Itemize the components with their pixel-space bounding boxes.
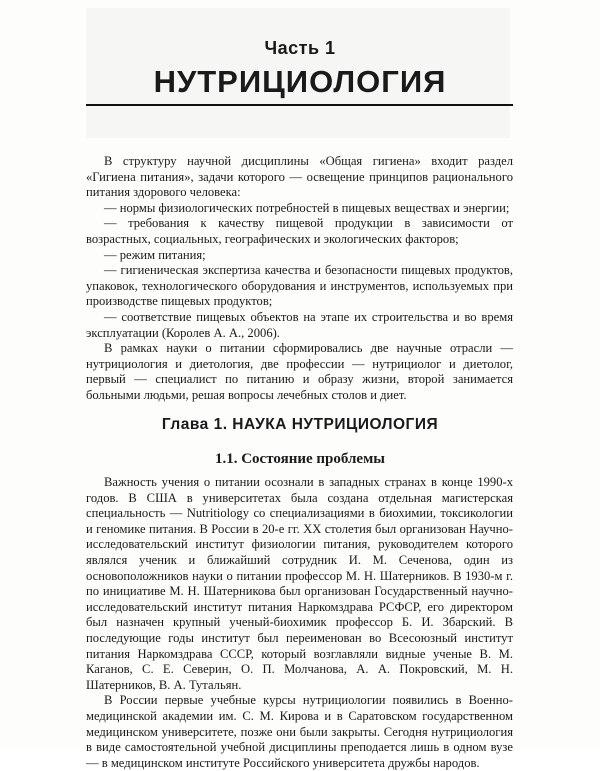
body-paragraph: В России первые учебные курсы нутрициологии появились в Военно-медицинской академии им. С. М. Кирова и в Саратовском государственном медицинском университете, позже они были закрыты. Сегодня нутрициология в виде самостоятельной учебной дисциплины преподается лишь в одном вузе — в медицинском институте Российского университета дружбы народов. (86, 693, 513, 770)
part-title: НУТРИЦИОЛОГИЯ (153, 64, 447, 99)
title-rule (86, 104, 513, 106)
chapter-title: Глава 1. НАУКА НУТРИЦИОЛОГИЯ (161, 416, 439, 433)
intro-text (86, 154, 513, 404)
section-title: 1.1. Состояние проблемы (214, 451, 386, 467)
body-paragraph: Важность учения о питании осознали в западных странах в конце 1990-х годов. В США в университетах была создана отдельная магистерская специальность — Nutritiology со специализациями в биохимии, токсикологии и геномике питания. В России в 20-е гг. XX столетия был организован Научно-исследовательский институт физиологии питания, руководителем которого являлся ученик и ближайший сотрудник И. М. Сеченова, один из основоположников науки о питании профессор М. Н. Шатерников. В 1930-м г. по инициативе М. Н. Шатерникова был организован Государственный научно-исследовательский институт питания Наркомздрава РСФСР, его директором был назначен крупный ученый-биохимик профессор Б. И. Збарский. В последующие годы институт был переименован во Всесоюзный институт питания Наркомздрава СССР, который возглавляли видные ученые В. М. Каганов, С. Е. Северин, О. П. Молчанова, А. А. Покровский, М. Н. Шатерников, В. А. Тутальян. (86, 475, 513, 692)
intro-list-item: — гигиеническая экспертиза качества и безопасности пищевых продуктов, упаковок, технологического оборудования и инструментов, используемых при производстве пищевых продуктов; (86, 263, 513, 309)
section-body (86, 475, 513, 771)
intro-paragraph: В структуру научной дисциплины «Общая гигиена» входит раздел «Гигиена питания», задачи которого — освещение принципов рационального питания здорового человека: (86, 154, 513, 200)
intro-paragraph: В рамках науки о питании сформировались две научные отрасли — нутрициология и диетология, две профессии — нутрициолог и диетолог, первый — специалист по питанию и образу жизни, второй занимается больными людьми, решая вопросы лечебных столов и диет. (86, 341, 513, 402)
intro-list-item: — режим питания; (104, 247, 206, 262)
intro-list-item: — соответствие пищевых объектов на этапе их строительства и во время эксплуатации (Королев А. А., 2006). (86, 309, 513, 340)
intro-list-item: — требования к качеству пищевой продукции в зависимости от возрастных, социальных, географических и экологических факторов; (86, 216, 513, 246)
part-label: Часть 1 (264, 38, 336, 58)
intro-list-item: — нормы физиологических потребностей в пищевых веществах и энергии; (104, 200, 510, 215)
